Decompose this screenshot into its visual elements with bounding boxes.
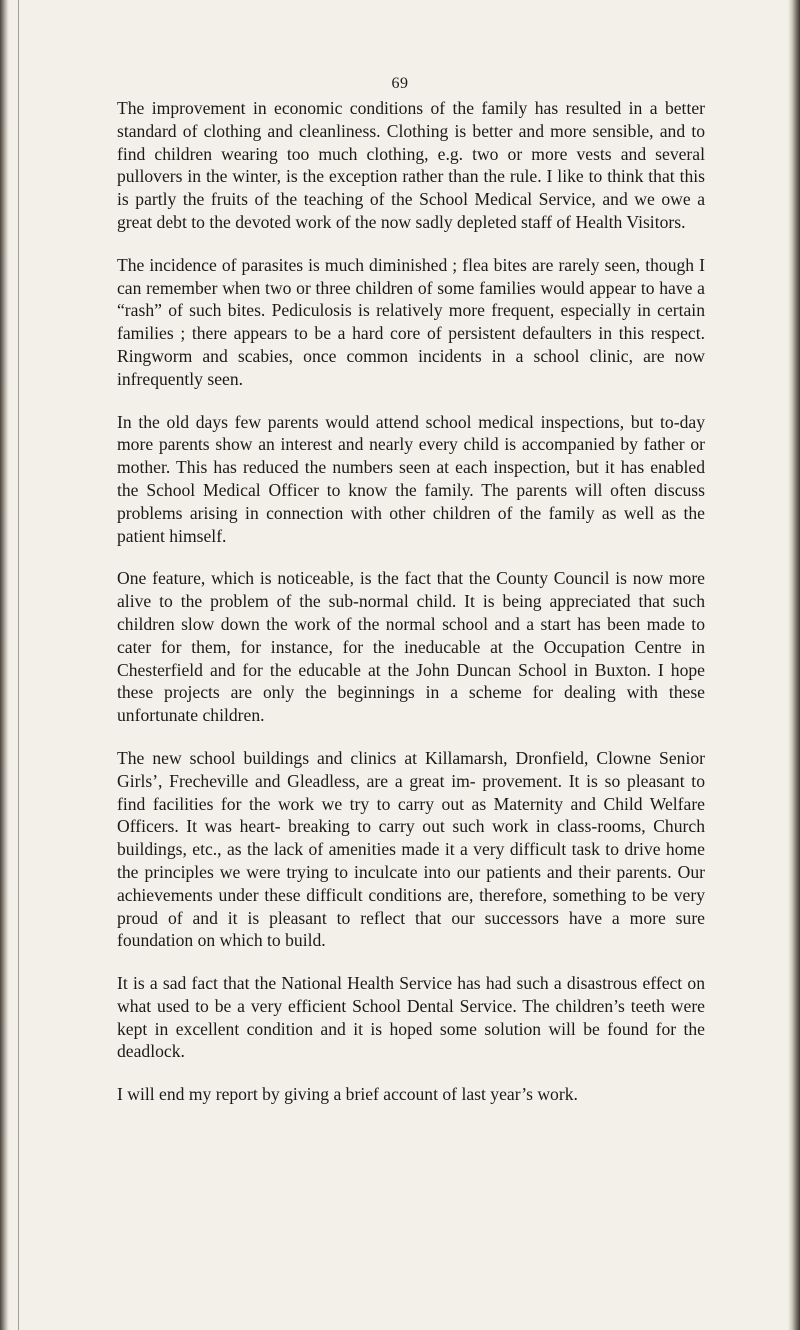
paragraph-dental-service: It is a sad fact that the National Health Service has had such a disastrous effect on what used to be a very efficient School Dental Service. The children’s teeth were kept in excellent condition and it is hoped some solution will be found for the deadlock. [117, 973, 705, 1062]
paragraph-clothing: The improvement in economic conditions of the family has resulted in a better standard of clothing and cleanliness. Clothing is better and more sensible, and to find children wearing too much clothing, e.g. two or more vests and several pullovers in the winter, is the exception rather than the rule. I like to think that this is partly the fruits of the teaching of the School Medical Service, and we owe a great debt to the devoted work of the now sadly depleted staff of Health Visitors. [117, 98, 705, 232]
paragraph-sub-normal-child: One feature, which is noticeable, is the fact that the County Council is now more alive to the problem of the sub-normal child. It is being appreciated that such children slow down the work of the normal school and a start has been made to cater for them, for instance, for the ineducable at the Occupation Centre in Chesterfield and for the educable at the John Duncan School in Buxton. I hope these projects are only the beginnings in a scheme for dealing with these unfortunate children. [117, 568, 705, 726]
paragraph-closing: I will end my report by giving a brief account of last year’s work. [117, 1084, 578, 1105]
paragraph-inspections: In the old days few parents would attend school medical inspections, but to-day more parents show an interest and nearly every child is accompanied by father or mother. This has reduced the numbers seen at each inspection, but it has enabled the School Medical Officer to know the family. The parents will often discuss problems arising in connection with other children of the family as well as the patient himself. [117, 411, 705, 546]
page-edge-right [788, 0, 800, 1330]
page-number: 69 [391, 75, 409, 92]
page-edge-left [0, 0, 9, 1330]
page-edge-line [18, 0, 19, 1330]
paragraph-new-buildings: The new school buildings and clinics at Killamarsh, Dronfield, Clowne Senior Girls’, Frecheville and Gleadless, are a great im- provement. It is so pleasant to find facilities for the work we try to carry out as Maternity and Child Welfare Officers. It was heart- breaking to carry out such work in class-rooms, Church buildings, etc., as the lack of amenities made it a very difficult task to drive home the principles we were trying to inculcate into our patients and their parents. Our achievements under these difficult conditions are, therefore, something to be very proud of and it is pleasant to reflect that our successors have a more sure foundation on which to build. [117, 747, 705, 951]
report-body [117, 97, 705, 1106]
paragraph-parasites: The incidence of parasites is much diminished ; flea bites are rarely seen, though I can remember when two or three children of some families would appear to have a “rash” of such bites. Pediculosis is relatively more frequent, especially in certain families ; there appears to be a hard core of persistent defaulters in this respect. Ringworm and scabies, once common incidents in a school clinic, are now infrequently seen. [117, 254, 705, 389]
